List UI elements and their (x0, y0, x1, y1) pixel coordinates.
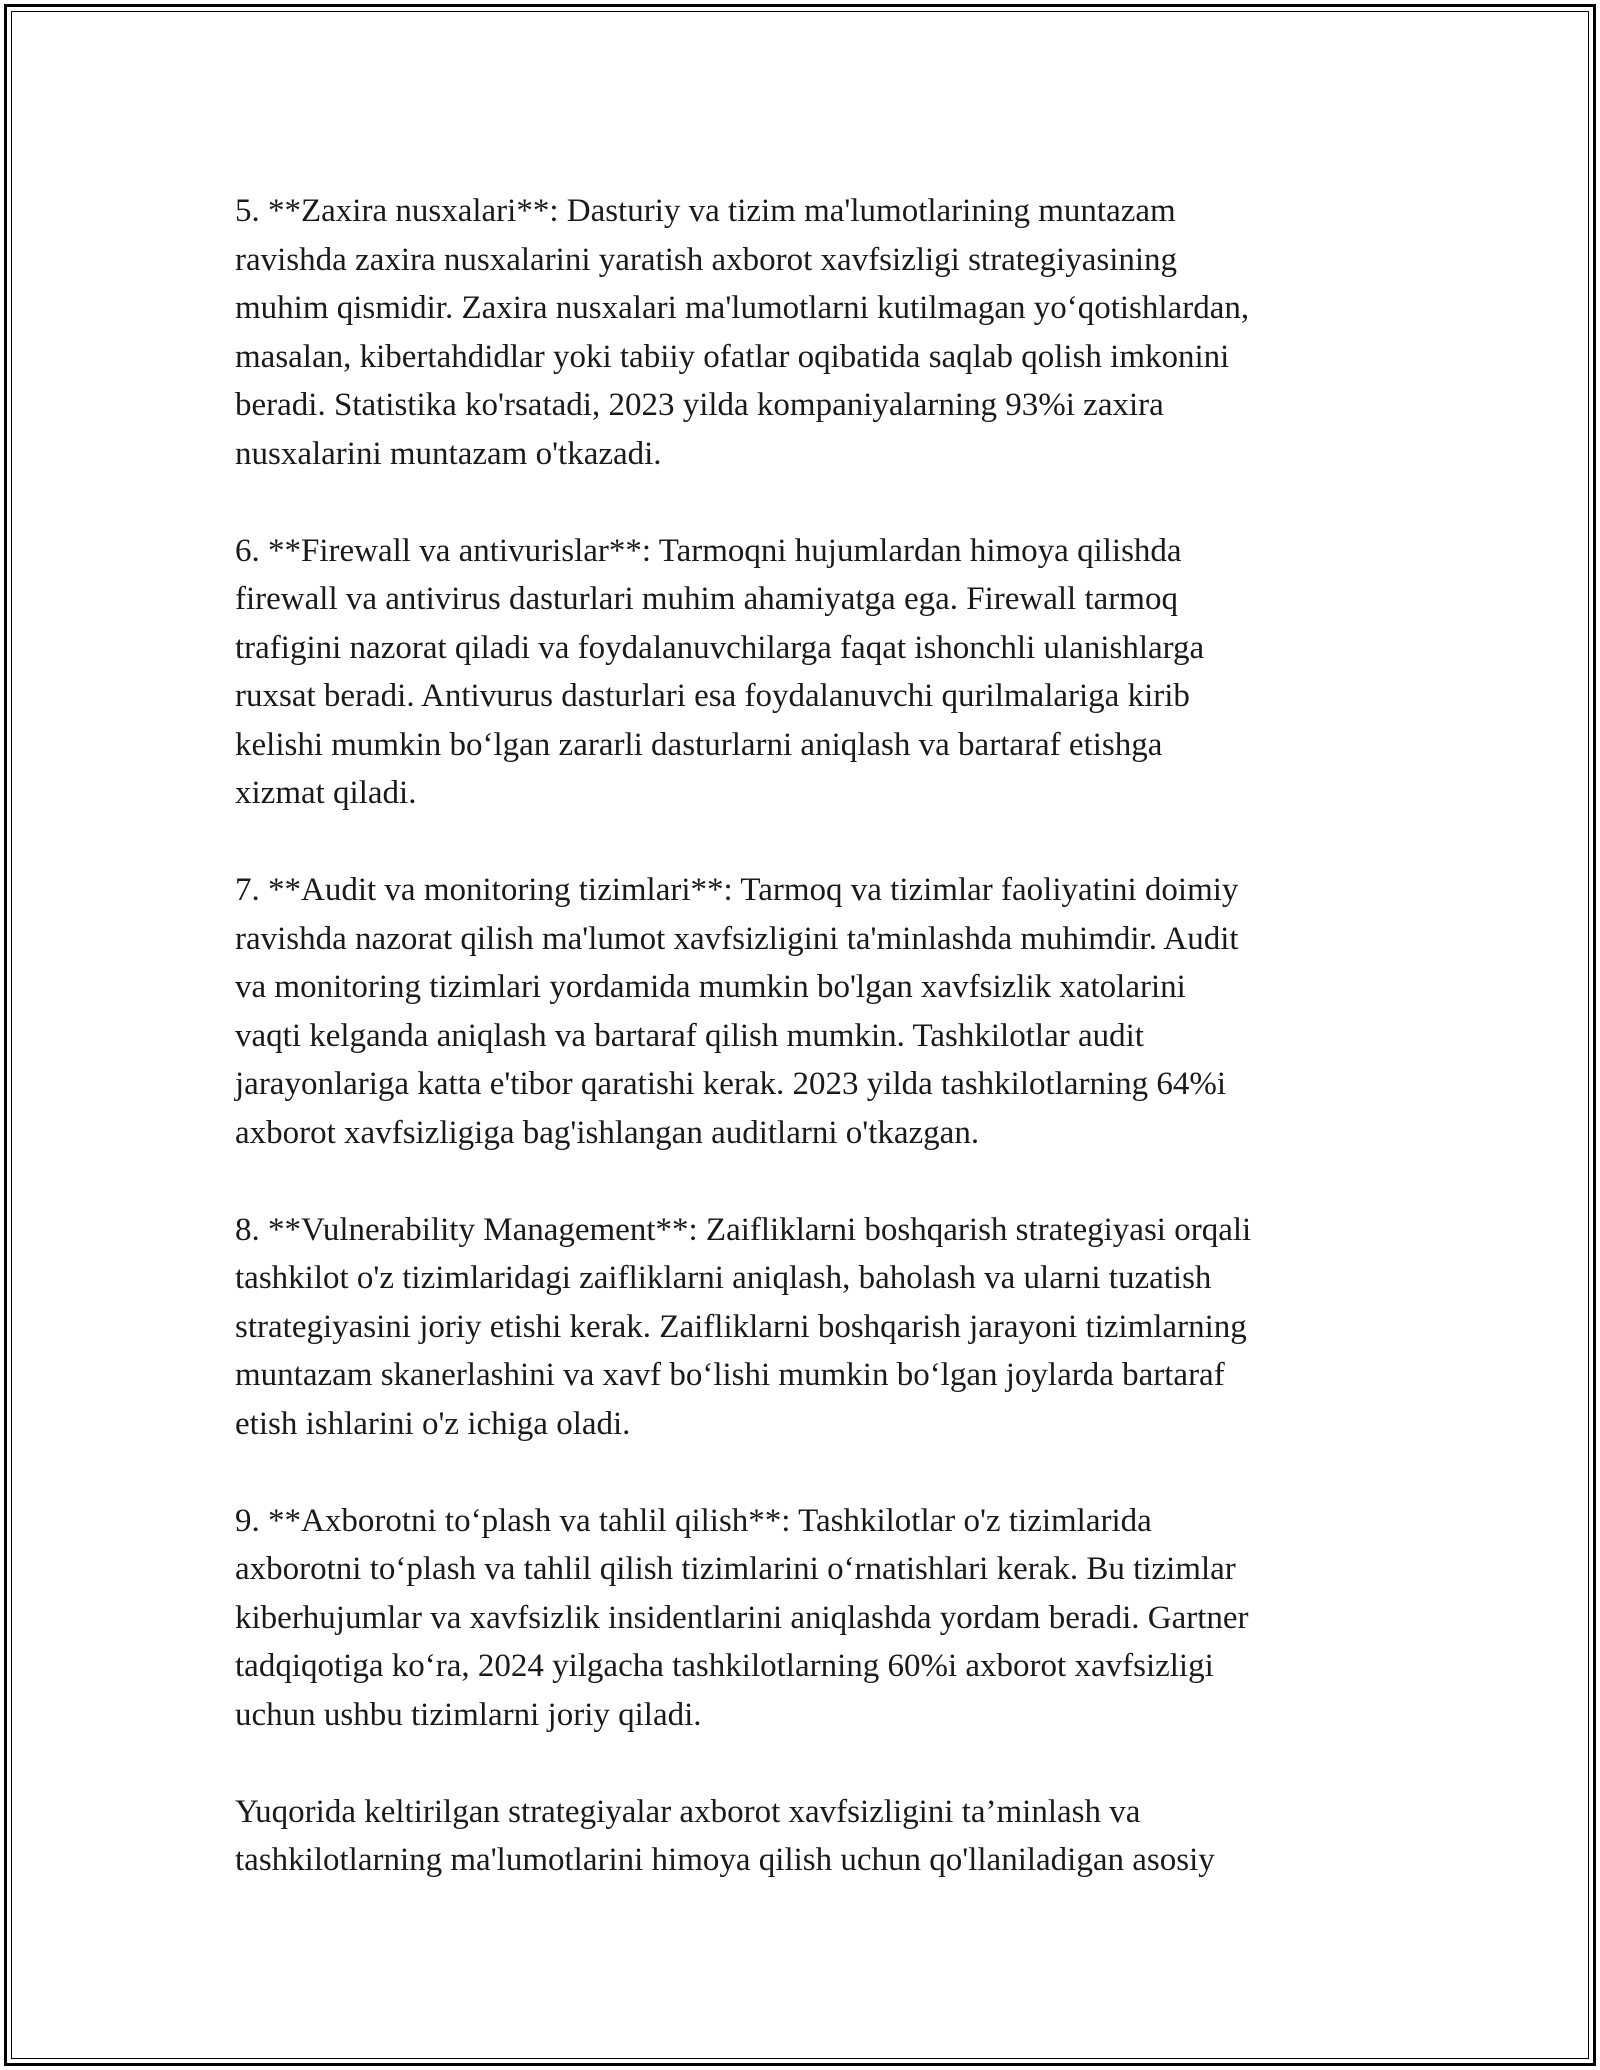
paragraph-information-collection: 9. **Axborotni to‘plash va tahlil qilish**: Tashkilotlar o'z tizimlarida axborotni to‘plash va tahlil qilish tizimlarini o‘rnatishlari kerak. Bu tizimlar kiberhujumlar va xavfsizlik insidentlarini aniqlashda yordam beradi. Gartner tadqiqotiga ko‘ra, 2024 yilgacha tashkilotlarning 60%i axborot xavfsizligi uchun ushbu tizimlarni joriy qiladi. (235, 1502, 1249, 1733)
paragraph-backups: 5. **Zaxira nusxalari**: Dasturiy va tizim ma'lumotlarining muntazam ravishda zaxira nusxalarini yaratish axborot xavfsizligi strategiyasining muhim qismidir. Zaxira nusxalari ma'lumotlarni kutilmagan yo‘qotishlardan, masalan, kibertahdidlar yoki tabiiy ofatlar oqibatida saqlab qolish imkonini beradi. Statistika ko'rsatadi, 2023 yilda kompaniyalarning 93%i zaxira nusxalarini muntazam o'tkazadi. (235, 193, 1250, 472)
paragraph-vulnerability-management: 8. **Vulnerability Management**: Zaifliklarni boshqarish strategiyasi orqali tashkilot o'z tizimlaridagi zaifliklarni aniqlash, baholash va ularni tuzatish strategiyasini joriy etishi kerak. Zaifliklarni boshqarish jarayoni tizimlarning muntazam skanerlashini va xavf bo‘lishi mumkin bo‘lgan joylarda bartaraf etish ishlarini o'z ichiga oladi. (235, 1211, 1252, 1442)
paragraph-conclusion: Yuqorida keltirilgan strategiyalar axborot xavfsizligini ta’minlash va tashkilotlarning ma'lumotlarini himoya qilish uchun qo'llaniladigan asosiy (235, 1793, 1215, 1878)
paragraph-firewall-antivirus: 6. **Firewall va antivurislar**: Tarmoqni hujumlardan himoya qilishda firewall va antivirus dasturlari muhim ahamiyatga ega. Firewall tarmoq trafigini nazorat qiladi va foydalanuvchilarga faqat ishonchli ulanishlarga ruxsat beradi. Antivurus dasturlari esa foydalanuvchi qurilmalariga kirib kelishi mumkin bo‘lgan zararli dasturlarni aniqlash va bartaraf etishga xizmat qiladi. (235, 532, 1205, 811)
paragraph-audit-monitoring: 7. **Audit va monitoring tizimlari**: Tarmoq va tizimlar faoliyatini doimiy ravishda nazorat qilish ma'lumot xavfsizligini ta'minlashda muhimdir. Audit va monitoring tizimlari yordamida mumkin bo'lgan xavfsizlik xatolarini vaqti kelganda aniqlash va bartaraf qilish mumkin. Tashkilotlar audit jarayonlariga katta e'tibor qaratishi kerak. 2023 yilda tashkilotlarning 64%i axborot xavfsizligiga bag'ishlangan auditlarni o'tkazgan. (235, 872, 1239, 1151)
document-body (235, 187, 1395, 1885)
